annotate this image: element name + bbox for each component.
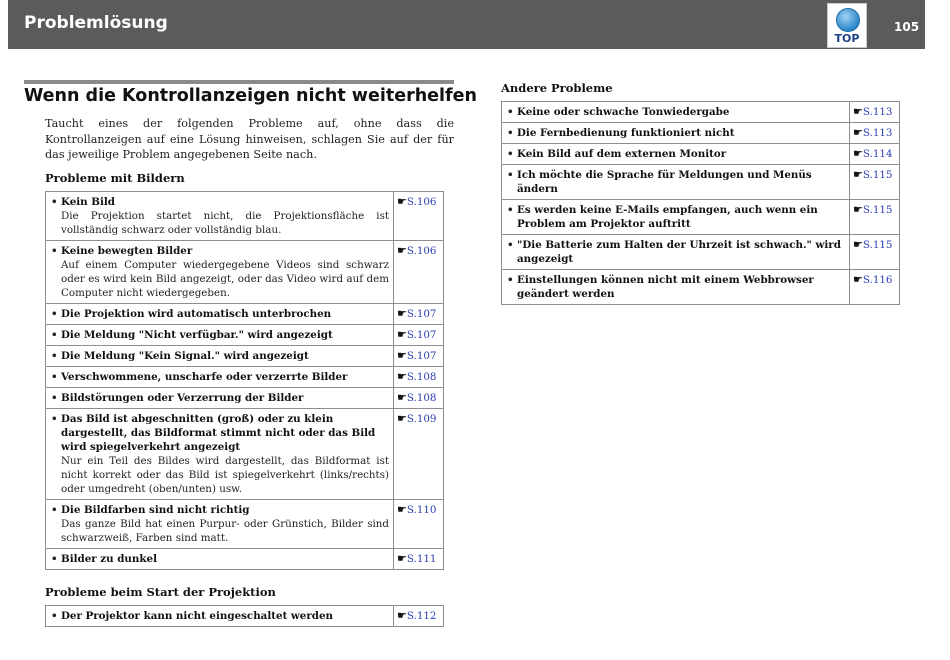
problem-cell [46, 500, 394, 549]
page-ref-cell [394, 500, 444, 549]
top-label: TOP [834, 32, 860, 45]
top-button[interactable] [827, 3, 867, 48]
bullet-icon: • [51, 371, 58, 383]
problem-title: Kein Bild [61, 196, 115, 208]
page-ref-cell [394, 346, 444, 367]
page-ref-cell [850, 200, 900, 235]
pointing-hand-icon: ☛ [397, 307, 407, 320]
page-ref-link[interactable]: S.115 [862, 239, 893, 251]
problem-title: Es werden keine E-Mails empfangen, auch wenn ein Problem am Projektor auftritt [517, 204, 818, 230]
heading-rule [24, 80, 454, 84]
bullet-icon: • [51, 329, 58, 341]
pointing-hand-icon: ☛ [397, 328, 407, 341]
problem-table-andere [501, 101, 900, 305]
pointing-hand-icon: ☛ [397, 412, 407, 425]
section-title-start: Probleme beim Start der Projektion [45, 585, 276, 599]
pointing-hand-icon: ☛ [397, 391, 407, 404]
problem-title: Keine oder schwache Tonwiedergabe [517, 106, 730, 118]
problem-row [46, 346, 444, 367]
page-ref-link[interactable]: S.114 [862, 148, 893, 160]
section-title-andere: Andere Probleme [501, 81, 613, 95]
problem-cell [46, 409, 394, 500]
section-title-bilder: Probleme mit Bildern [45, 171, 185, 185]
page-ref-cell [850, 270, 900, 305]
page-ref-cell [394, 241, 444, 304]
problem-description: Die Projektion startet nicht, die Projektionsfläche ist vollständig schwarz oder vollständig blau. [61, 210, 389, 236]
pointing-hand-icon: ☛ [397, 552, 407, 565]
page-header [8, 0, 925, 49]
problem-cell [46, 192, 394, 241]
problem-cell [46, 606, 394, 627]
problem-cell [502, 270, 850, 305]
problem-title: Bildstörungen oder Verzerrung der Bilder [61, 392, 304, 404]
bullet-icon: • [51, 392, 58, 404]
problem-cell [502, 165, 850, 200]
pointing-hand-icon: ☛ [397, 503, 407, 516]
problem-cell [502, 144, 850, 165]
pointing-hand-icon: ☛ [397, 370, 407, 383]
problem-title: Die Fernbedienung funktioniert nicht [517, 127, 735, 139]
problem-row [502, 102, 900, 123]
problem-cell [46, 388, 394, 409]
problem-row [46, 388, 444, 409]
problem-row [46, 241, 444, 304]
bullet-icon: • [507, 204, 514, 216]
pointing-hand-icon: ☛ [397, 244, 407, 257]
problem-title: Das Bild ist abgeschnitten (groß) oder zu klein dargestellt, das Bildformat stimmt nicht oder das Bild wird spiegelverkehrt angezeigt [61, 413, 376, 453]
pointing-hand-icon: ☛ [397, 609, 407, 622]
page-ref-link[interactable]: S.113 [862, 127, 893, 139]
problem-title: Der Projektor kann nicht eingeschaltet werden [61, 610, 333, 622]
problem-title: Die Projektion wird automatisch unterbrochen [61, 308, 332, 320]
problem-cell [502, 102, 850, 123]
page-ref-cell [394, 304, 444, 325]
bullet-icon: • [507, 274, 514, 286]
page-ref-link[interactable]: S.107 [406, 350, 437, 362]
problem-cell [46, 346, 394, 367]
bullet-icon: • [51, 553, 58, 565]
page-ref-cell [850, 235, 900, 270]
page-ref-link[interactable]: S.112 [406, 610, 437, 622]
globe-icon [836, 8, 860, 32]
problem-title: "Die Batterie zum Halten der Uhrzeit ist schwach." wird angezeigt [517, 239, 841, 265]
problem-row [502, 144, 900, 165]
page-ref-cell [394, 388, 444, 409]
problem-cell [46, 367, 394, 388]
page-ref-link[interactable]: S.108 [406, 371, 437, 383]
problem-row [502, 235, 900, 270]
intro-paragraph: Taucht eines der folgenden Probleme auf, ohne dass die Kontrollanzeigen auf eine Lösung hinweisen, schlagen Sie auf der für das jeweilige Problem angegebenen Seite nach. [45, 117, 454, 161]
problem-description: Das ganze Bild hat einen Purpur- oder Grünstich, Bilder sind schwarzweiß, Farben sind matt. [61, 518, 389, 544]
pointing-hand-icon: ☛ [853, 168, 863, 181]
bullet-icon: • [51, 245, 58, 257]
problem-row [502, 200, 900, 235]
problem-row [46, 304, 444, 325]
page-ref-link[interactable]: S.116 [862, 274, 893, 286]
problem-title: Verschwommene, unscharfe oder verzerrte Bilder [61, 371, 348, 383]
page-ref-cell [850, 144, 900, 165]
bullet-icon: • [507, 169, 514, 181]
page-ref-cell [394, 606, 444, 627]
problem-row [502, 270, 900, 305]
problem-cell [502, 200, 850, 235]
problem-row [46, 367, 444, 388]
pointing-hand-icon: ☛ [853, 273, 863, 286]
problem-row [46, 409, 444, 500]
problem-cell [46, 241, 394, 304]
page-ref-link[interactable]: S.109 [406, 413, 437, 425]
pointing-hand-icon: ☛ [397, 195, 407, 208]
pointing-hand-icon: ☛ [853, 147, 863, 160]
bullet-icon: • [51, 350, 58, 362]
page-ref-cell [850, 123, 900, 144]
page-heading: Wenn die Kontrollanzeigen nicht weiterhelfen [24, 86, 477, 106]
page-ref-link[interactable]: S.110 [406, 504, 437, 516]
problem-title: Die Meldung "Kein Signal." wird angezeigt [61, 350, 309, 362]
problem-table-bilder [45, 191, 444, 570]
problem-cell [46, 325, 394, 346]
page-ref-link[interactable]: S.111 [406, 553, 437, 565]
problem-cell [46, 549, 394, 570]
page-ref-cell [850, 165, 900, 200]
problem-row [502, 165, 900, 200]
bullet-icon: • [51, 196, 58, 208]
page-ref-link[interactable]: S.106 [406, 245, 437, 257]
page-ref-cell [394, 192, 444, 241]
problem-row [46, 549, 444, 570]
problem-description: Auf einem Computer wiedergegebene Videos sind schwarz oder es wird kein Bild angezeigt, oder das Video wird auf dem Computer nicht wiedergegeben. [61, 259, 389, 299]
page-ref-link[interactable]: S.113 [862, 106, 893, 118]
bullet-icon: • [507, 127, 514, 139]
pointing-hand-icon: ☛ [397, 349, 407, 362]
problem-row [46, 192, 444, 241]
page-number: 105 [894, 20, 920, 34]
pointing-hand-icon: ☛ [853, 105, 863, 118]
bullet-icon: • [51, 504, 58, 516]
page-ref-link[interactable]: S.108 [406, 392, 437, 404]
problem-title: Kein Bild auf dem externen Monitor [517, 148, 727, 160]
page-ref-cell [394, 549, 444, 570]
page-ref-cell [394, 367, 444, 388]
page-ref-link[interactable]: S.106 [406, 196, 437, 208]
bullet-icon: • [51, 413, 58, 425]
page-ref-link[interactable]: S.107 [406, 308, 437, 320]
problem-row [502, 123, 900, 144]
page-ref-cell [394, 325, 444, 346]
problem-title: Ich möchte die Sprache für Meldungen und Menüs ändern [517, 169, 812, 195]
page-ref-cell [394, 409, 444, 500]
problem-cell [502, 235, 850, 270]
problem-title: Die Meldung "Nicht verfügbar." wird angezeigt [61, 329, 333, 341]
problem-table-start [45, 605, 444, 627]
page-ref-link[interactable]: S.115 [862, 169, 893, 181]
problem-title: Einstellungen können nicht mit einem Webbrowser geändert werden [517, 274, 814, 300]
pointing-hand-icon: ☛ [853, 203, 863, 216]
problem-row [46, 325, 444, 346]
chapter-title: Problemlösung [24, 13, 168, 33]
pointing-hand-icon: ☛ [853, 238, 863, 251]
problem-cell [502, 123, 850, 144]
page-ref-link[interactable]: S.115 [862, 204, 893, 216]
pointing-hand-icon: ☛ [853, 126, 863, 139]
problem-title: Keine bewegten Bilder [61, 245, 193, 257]
problem-row [46, 606, 444, 627]
page-ref-link[interactable]: S.107 [406, 329, 437, 341]
bullet-icon: • [51, 308, 58, 320]
bullet-icon: • [507, 106, 514, 118]
page-ref-cell [850, 102, 900, 123]
problem-title: Bilder zu dunkel [61, 553, 157, 565]
problem-row [46, 500, 444, 549]
bullet-icon: • [507, 239, 514, 251]
bullet-icon: • [51, 610, 58, 622]
bullet-icon: • [507, 148, 514, 160]
problem-description: Nur ein Teil des Bildes wird dargestellt, das Bildformat ist nicht korrekt oder das Bild ist spiegelverkehrt (links/rechts) oder umgedreht (oben/unten) usw. [61, 455, 389, 495]
problem-title: Die Bildfarben sind nicht richtig [61, 504, 250, 516]
problem-cell [46, 304, 394, 325]
